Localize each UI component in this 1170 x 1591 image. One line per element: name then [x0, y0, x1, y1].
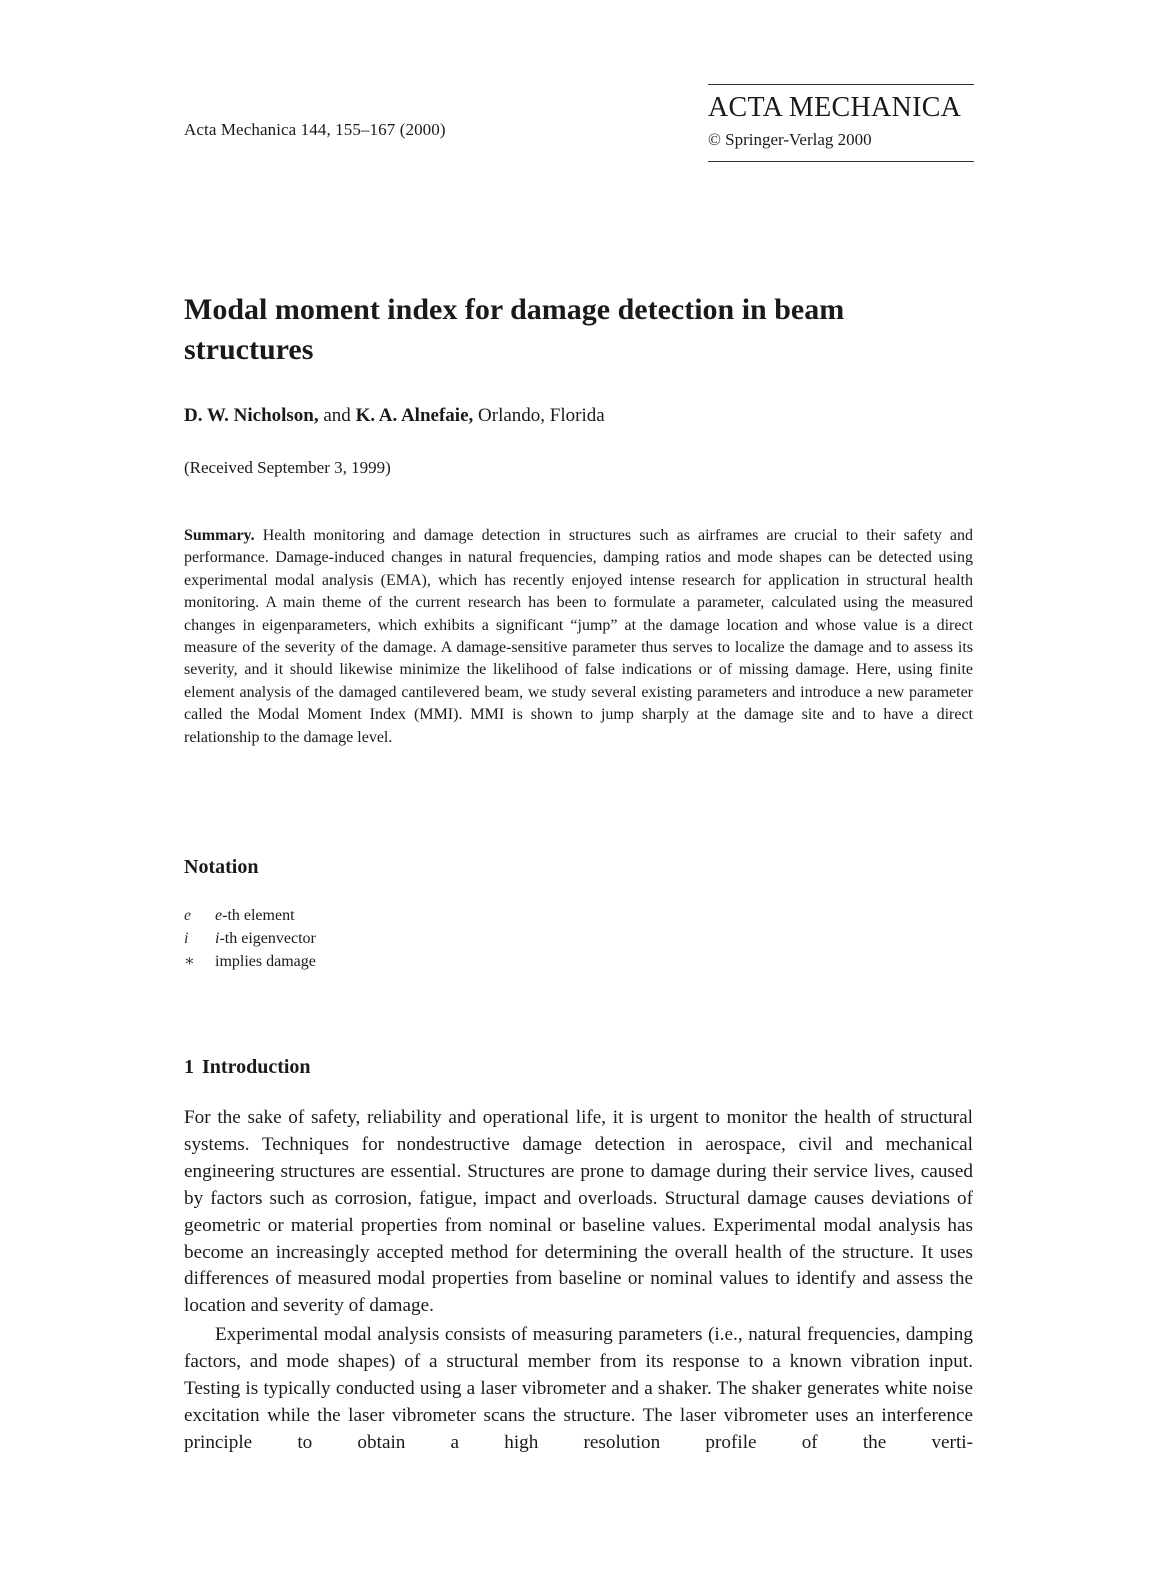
notation-symbol: e [184, 907, 192, 924]
author-2: K. A. Alnefaie, [355, 405, 474, 426]
copyright: © Springer-Verlag 2000 [708, 130, 872, 149]
notation-item [184, 904, 316, 927]
notation-definition: e-th element [215, 907, 295, 924]
author-location: Orlando, Florida [478, 405, 605, 426]
abstract-text: Health monitoring and damage detection in structures such as airframes are crucial to their safety and performance. Damage-induced changes in natural frequencies, damping ratios and mode shapes can be detected using experimental modal analysis (EMA), which has recently enjoyed intense research for application in structural health monitoring. A main theme of the current research has been to formulate a parameter, calculated using the measured changes in eigenparameters, which exhibits a significant “jump” at the damage location and whose value is a direct measure of the severity of the damage. A damage-sensitive parameter thus serves to localize the damage and to assess its severity, and it should likewise minimize the likelihood of false indications or of missing damage. Here, using finite element analysis of the damaged cantilevered beam, we study several existing parameters and introduce a new parameter called the Modal Moment Index (MMI). MMI is shown to jump sharply at the damage site and to have a direct relationship to the damage level. [184, 527, 973, 746]
section-title: Introduction [202, 1056, 311, 1078]
journal-name: ACTA MECHANICA [708, 92, 962, 123]
author-1: D. W. Nicholson, [184, 405, 319, 426]
abstract [184, 525, 973, 749]
paragraph: For the sake of safety, reliability and operational life, it is urgent to monitor the health of structural systems. Techniques for nondestructive damage detection in aerospace, civil and mechanical engineering structures are essential. Structures are prone to damage during their service lives, caused by factors such as corrosion, fatigue, impact and overloads. Structural damage causes deviations of geometric or material properties from nominal or baseline values. Experimental modal analysis has become an increasingly accepted method for determining the overall health of the structure. It uses differences of measured modal properties from baseline or nominal values to identify and assess the location and severity of damage. [184, 1107, 973, 1317]
notation-symbol: i [184, 930, 189, 947]
received-date: (Received September 3, 1999) [184, 458, 391, 477]
notation-heading: Notation [184, 856, 259, 878]
paper-title: Modal moment index for damage detection in beam structures [184, 293, 845, 366]
notation-list [184, 904, 316, 973]
masthead-bottom-rule [708, 161, 974, 162]
notation-item [184, 950, 316, 973]
masthead-top-rule [708, 84, 974, 85]
section-number: 1 [184, 1056, 194, 1078]
notation-definition: i-th eigenvector [215, 930, 316, 947]
notation-symbol: ∗ [184, 953, 195, 970]
notation-definition: implies damage [215, 953, 316, 970]
notation-item [184, 927, 316, 950]
author-line [184, 405, 605, 427]
abstract-label: Summary. [184, 527, 255, 544]
author-connector: and [323, 405, 351, 426]
journal-masthead [708, 84, 974, 162]
introduction-body [184, 1105, 973, 1457]
introduction-heading [184, 1056, 311, 1079]
paragraph: Experimental modal analysis consists of measuring parameters (i.e., natural frequencies, damping factors, and mode shapes) of a structural member from its response to a known vibration input. Testing is typically conducted using a laser vibrometer and a shaker. The shaker generates white noise excitation while the laser vibrometer scans the structure. The laser vibrometer uses an interference principle to obtain a high resolution profile of the verti- [184, 1324, 973, 1453]
citation: Acta Mechanica 144, 155–167 (2000) [184, 120, 446, 139]
